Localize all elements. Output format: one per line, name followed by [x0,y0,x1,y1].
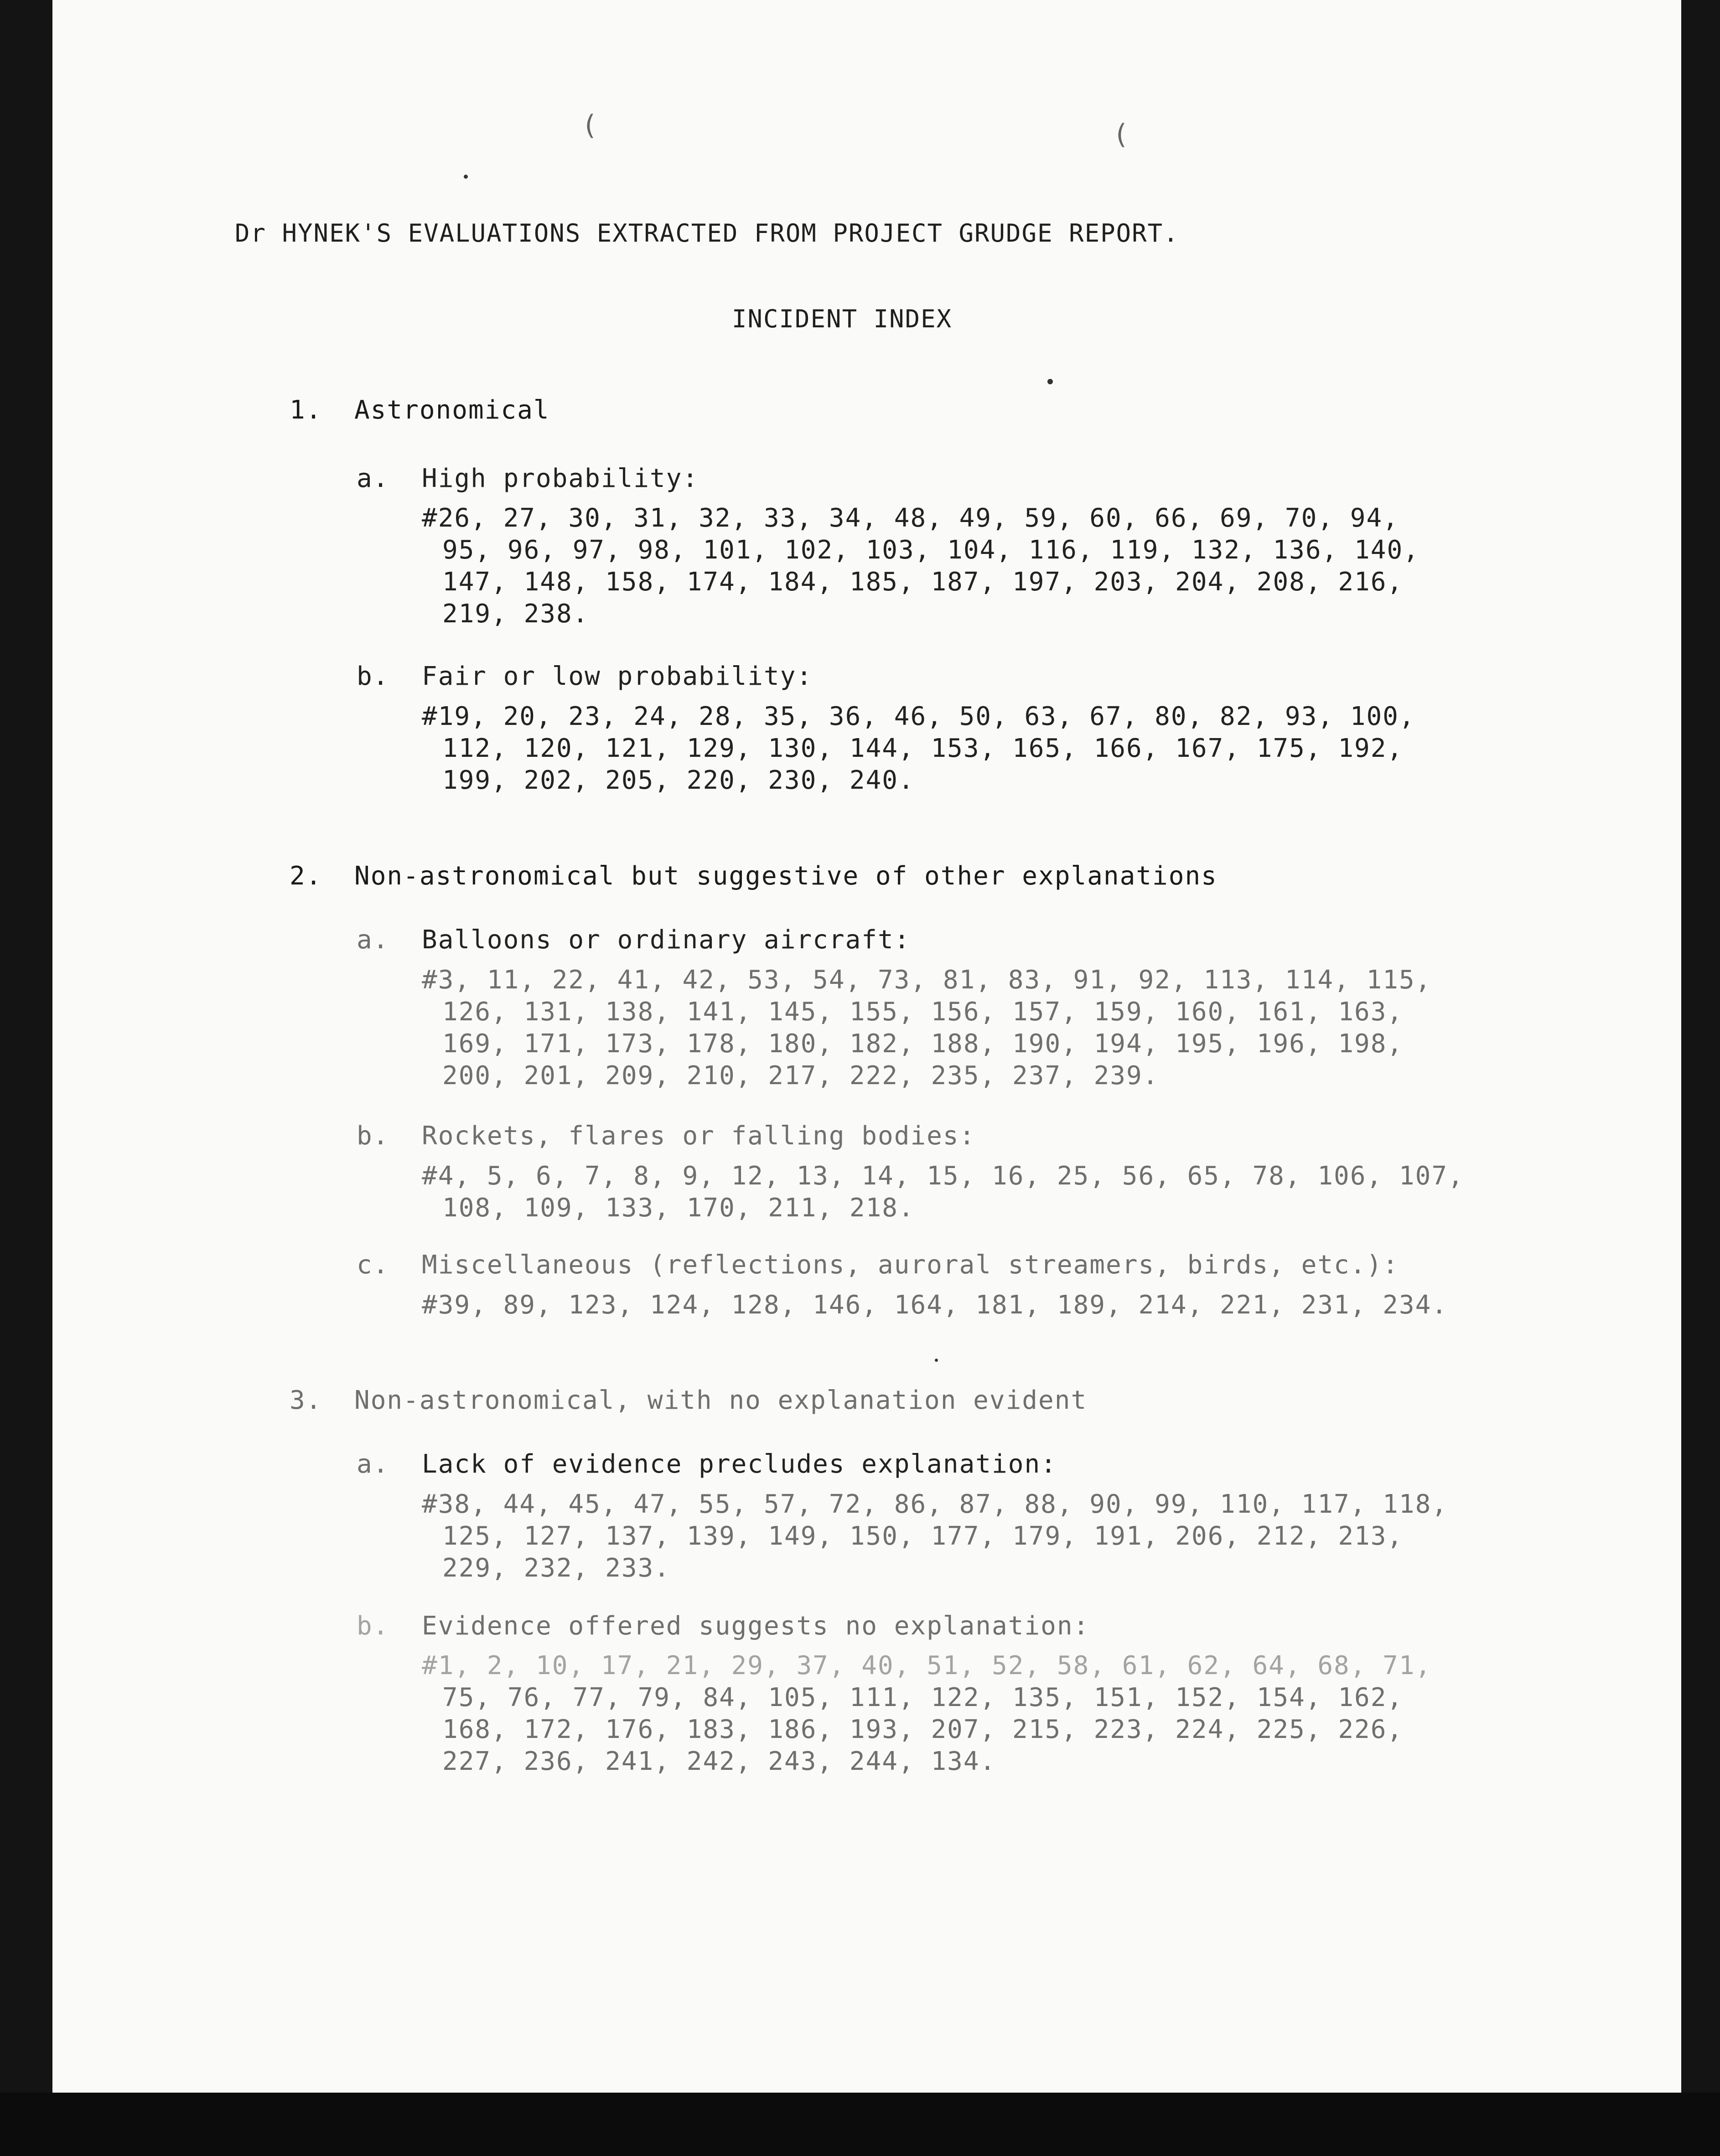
subsection-letter: a. [357,1449,389,1479]
incident-numbers-line: #4, 5, 6, 7, 8, 9, 12, 13, 14, 15, 16, 25, 56, 65, 78, 106, 107, [422,1161,1464,1191]
incident-numbers-line: 227, 236, 241, 242, 243, 244, 134. [442,1747,996,1776]
incident-numbers-line: 219, 238. [442,599,589,629]
subsection-title: Miscellaneous (reflections, auroral streamers, birds, etc.): [422,1250,1399,1280]
section-title: Non-astronomical but suggestive of other explanations [354,861,1217,891]
incident-numbers-line: 95, 96, 97, 98, 101, 102, 103, 104, 116, 119, 132, 136, 140, [442,535,1420,565]
incident-numbers-line: 126, 131, 138, 141, 145, 155, 156, 157, 159, 160, 161, 163, [442,997,1404,1027]
incident-numbers-line: 108, 109, 133, 170, 211, 218. [442,1193,915,1223]
document-title: Dr HYNEK'S EVALUATIONS EXTRACTED FROM PROJECT GRUDGE REPORT. [235,219,1179,248]
scan-speck [935,1359,938,1362]
subsection-title: Evidence offered suggests no explanation: [422,1611,1090,1641]
incident-numbers-line: #3, 11, 22, 41, 42, 53, 54, 73, 81, 83, 91, 92, 113, 114, 115, [422,965,1432,995]
subsection-letter: a. [357,925,389,955]
incident-numbers-line: 200, 201, 209, 210, 217, 222, 235, 237, 239. [442,1061,1159,1091]
incident-numbers-line: #39, 89, 123, 124, 128, 146, 164, 181, 189, 214, 221, 231, 234. [422,1290,1448,1320]
scan-speck [464,175,468,179]
section-number: 2. [290,861,322,891]
incident-numbers-line: #26, 27, 30, 31, 32, 33, 34, 48, 49, 59, 60, 66, 69, 70, 94, [422,503,1399,533]
subsection-letter: c. [357,1250,389,1280]
section-number: 3. [290,1386,322,1415]
incident-numbers-line: #1, 2, 10, 17, 21, 29, 37, 40, 51, 52, 58, 61, 62, 64, 68, 71, [422,1651,1432,1680]
section-number: 1. [290,395,322,425]
incident-numbers-line: 199, 202, 205, 220, 230, 240. [442,765,915,795]
incident-numbers-line: 169, 171, 173, 178, 180, 182, 188, 190, 194, 195, 196, 198, [442,1029,1404,1059]
incident-numbers-line: 75, 76, 77, 79, 84, 105, 111, 122, 135, 151, 152, 154, 162, [442,1683,1404,1712]
incident-numbers-line: 168, 172, 176, 183, 186, 193, 207, 215, 223, 224, 225, 226, [442,1715,1404,1744]
subsection-title: Balloons or ordinary aircraft: [422,925,911,955]
subsection-letter: b. [357,1611,389,1641]
document-page [52,0,1681,2093]
incident-numbers-line: 229, 232, 233. [442,1553,671,1583]
subsection-letter: a. [357,464,389,493]
incident-numbers-line: #38, 44, 45, 47, 55, 57, 72, 86, 87, 88, 90, 99, 110, 117, 118, [422,1489,1448,1519]
incident-numbers-line: 112, 120, 121, 129, 130, 144, 153, 165, 166, 167, 175, 192, [442,734,1404,763]
document-subtitle: INCIDENT INDEX [732,305,953,333]
subsection-title: Fair or low probability: [422,662,813,691]
subsection-letter: b. [357,1121,389,1151]
section-title: Astronomical [354,395,550,425]
subsection-title: Rockets, flares or falling bodies: [422,1121,976,1151]
scan-speck [1047,379,1053,384]
subsection-title: High probability: [422,464,699,493]
subsection-title: Lack of evidence precludes explanation: [422,1449,1057,1479]
incident-numbers-line: #19, 20, 23, 24, 28, 35, 36, 46, 50, 63, 67, 80, 82, 93, 100, [422,702,1415,731]
scan-mark: ( [581,109,598,141]
scan-border [0,2093,1720,2156]
subsection-letter: b. [357,662,389,691]
incident-numbers-line: 125, 127, 137, 139, 149, 150, 177, 179, 191, 206, 212, 213, [442,1521,1404,1551]
incident-numbers-line: 147, 148, 158, 174, 184, 185, 187, 197, 203, 204, 208, 216, [442,567,1404,597]
scan-mark: ( [1113,119,1129,150]
section-title: Non-astronomical, with no explanation evident [354,1386,1088,1415]
